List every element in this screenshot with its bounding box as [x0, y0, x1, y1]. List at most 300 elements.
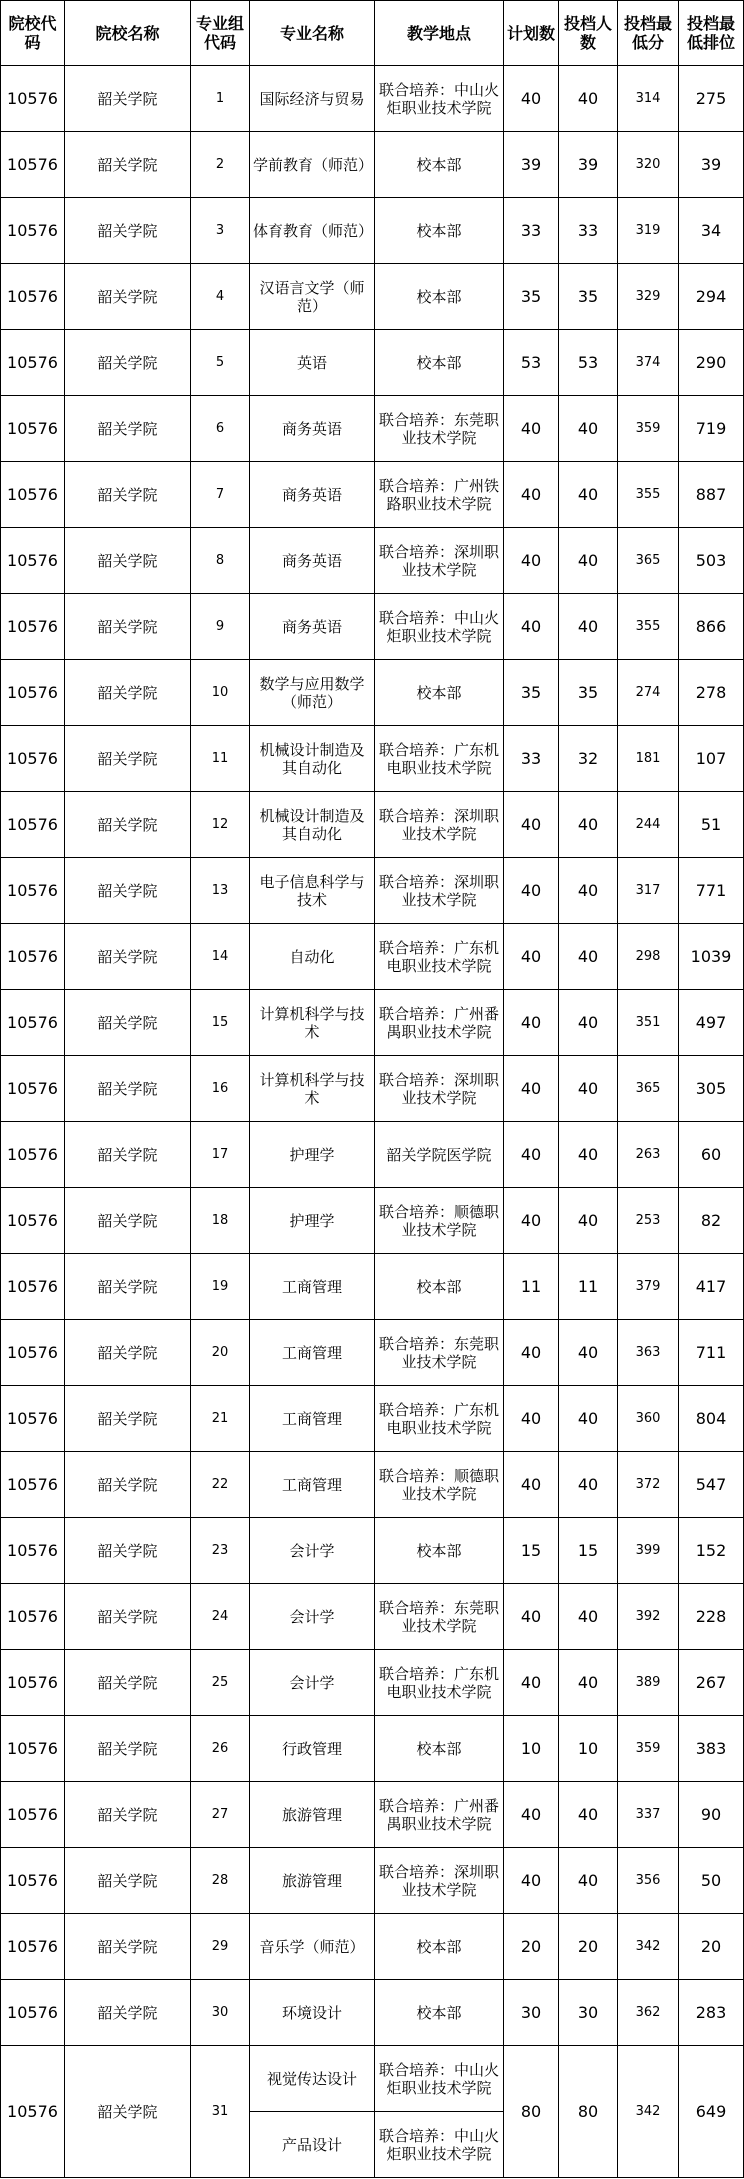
admitted-count-cell: 40 — [559, 528, 618, 594]
group-code-cell: 5 — [191, 330, 250, 396]
location-cell: 联合培养：广东机电职业技术学院 — [375, 1650, 504, 1716]
min-rank-cell: 107 — [679, 726, 744, 792]
plan-count-cell: 40 — [504, 792, 559, 858]
table-row — [1, 462, 744, 528]
location-cell: 联合培养：中山火炬职业技术学院 — [375, 594, 504, 660]
group-code-cell: 7 — [191, 462, 250, 528]
school-name-cell: 韶关学院 — [65, 1716, 191, 1782]
major-name-cell: 商务英语 — [250, 528, 375, 594]
location-cell: 联合培养：广东机电职业技术学院 — [375, 924, 504, 990]
min-score-cell: 374 — [618, 330, 679, 396]
group-code-cell: 28 — [191, 1848, 250, 1914]
school-name-cell: 韶关学院 — [65, 594, 191, 660]
table-row — [1, 660, 744, 726]
plan-count-cell: 40 — [504, 66, 559, 132]
school-code-cell: 10576 — [1, 990, 65, 1056]
header-group-code: 专业组代码 — [191, 1, 250, 66]
location-cell: 联合培养：广东机电职业技术学院 — [375, 726, 504, 792]
plan-count-cell: 33 — [504, 726, 559, 792]
table-row — [1, 1782, 744, 1848]
major-name-cell: 学前教育（师范） — [250, 132, 375, 198]
min-rank-cell: 82 — [679, 1188, 744, 1254]
admitted-count-cell: 11 — [559, 1254, 618, 1320]
plan-count-cell: 39 — [504, 132, 559, 198]
plan-count-cell: 40 — [504, 396, 559, 462]
major-name-cell: 会计学 — [250, 1518, 375, 1584]
admitted-count-cell: 40 — [559, 792, 618, 858]
group-code-cell: 19 — [191, 1254, 250, 1320]
admitted-count-cell: 40 — [559, 858, 618, 924]
major-name-cell: 计算机科学与技术 — [250, 990, 375, 1056]
plan-count-cell: 40 — [504, 1386, 559, 1452]
table-row — [1, 1914, 744, 1980]
table-row — [1, 1320, 744, 1386]
min-score-cell: 399 — [618, 1518, 679, 1584]
min-rank-cell: 417 — [679, 1254, 744, 1320]
school-name-cell: 韶关学院 — [65, 330, 191, 396]
location-cell: 联合培养：中山火炬职业技术学院 — [375, 2046, 504, 2112]
min-rank-cell: 497 — [679, 990, 744, 1056]
major-name-cell: 商务英语 — [250, 396, 375, 462]
table-row — [1, 1980, 744, 2046]
plan-count-cell: 53 — [504, 330, 559, 396]
min-rank-cell: 383 — [679, 1716, 744, 1782]
plan-count-cell: 40 — [504, 528, 559, 594]
admitted-count-cell: 40 — [559, 1650, 618, 1716]
school-name-cell: 韶关学院 — [65, 1650, 191, 1716]
location-cell: 联合培养：广州番禺职业技术学院 — [375, 990, 504, 1056]
major-name-cell: 工商管理 — [250, 1386, 375, 1452]
plan-count-cell: 35 — [504, 660, 559, 726]
school-code-cell: 10576 — [1, 1518, 65, 1584]
min-score-cell: 360 — [618, 1386, 679, 1452]
location-cell: 联合培养：深圳职业技术学院 — [375, 792, 504, 858]
plan-count-cell: 40 — [504, 1122, 559, 1188]
school-code-cell: 10576 — [1, 1056, 65, 1122]
major-name-cell: 旅游管理 — [250, 1848, 375, 1914]
group-code-cell: 12 — [191, 792, 250, 858]
major-name-cell: 数学与应用数学（师范） — [250, 660, 375, 726]
min-score-cell: 342 — [618, 2046, 679, 2178]
major-name-cell: 工商管理 — [250, 1452, 375, 1518]
admitted-count-cell: 40 — [559, 1452, 618, 1518]
admitted-count-cell: 40 — [559, 990, 618, 1056]
plan-count-cell: 40 — [504, 1452, 559, 1518]
table-row — [1, 198, 744, 264]
school-name-cell: 韶关学院 — [65, 1782, 191, 1848]
school-name-cell: 韶关学院 — [65, 1254, 191, 1320]
min-rank-cell: 60 — [679, 1122, 744, 1188]
table-row — [1, 1188, 744, 1254]
min-score-cell: 337 — [618, 1782, 679, 1848]
min-score-cell: 317 — [618, 858, 679, 924]
school-code-cell: 10576 — [1, 1386, 65, 1452]
min-rank-cell: 290 — [679, 330, 744, 396]
school-name-cell: 韶关学院 — [65, 1122, 191, 1188]
school-code-cell: 10576 — [1, 660, 65, 726]
header-min-rank: 投档最低排位 — [679, 1, 744, 66]
header-school-name: 院校名称 — [65, 1, 191, 66]
location-cell: 联合培养：东莞职业技术学院 — [375, 1320, 504, 1386]
major-name-cell: 工商管理 — [250, 1320, 375, 1386]
major-name-cell: 护理学 — [250, 1122, 375, 1188]
plan-count-cell: 40 — [504, 1056, 559, 1122]
group-code-cell: 4 — [191, 264, 250, 330]
school-code-cell: 10576 — [1, 1320, 65, 1386]
school-name-cell: 韶关学院 — [65, 1452, 191, 1518]
admitted-count-cell: 40 — [559, 462, 618, 528]
plan-count-cell: 40 — [504, 924, 559, 990]
admitted-count-cell: 40 — [559, 924, 618, 990]
admitted-count-cell: 30 — [559, 1980, 618, 2046]
group-code-cell: 23 — [191, 1518, 250, 1584]
admitted-count-cell: 33 — [559, 198, 618, 264]
location-cell: 联合培养：东莞职业技术学院 — [375, 396, 504, 462]
min-score-cell: 362 — [618, 1980, 679, 2046]
group-code-cell: 22 — [191, 1452, 250, 1518]
school-name-cell: 韶关学院 — [65, 1320, 191, 1386]
admitted-count-cell: 80 — [559, 2046, 618, 2178]
school-name-cell: 韶关学院 — [65, 132, 191, 198]
major-name-cell: 国际经济与贸易 — [250, 66, 375, 132]
plan-count-cell: 35 — [504, 264, 559, 330]
min-score-cell: 181 — [618, 726, 679, 792]
school-name-cell: 韶关学院 — [65, 990, 191, 1056]
school-name-cell: 韶关学院 — [65, 726, 191, 792]
min-rank-cell: 278 — [679, 660, 744, 726]
min-rank-cell: 649 — [679, 2046, 744, 2178]
min-score-cell: 363 — [618, 1320, 679, 1386]
group-code-cell: 20 — [191, 1320, 250, 1386]
min-score-cell: 298 — [618, 924, 679, 990]
min-score-cell: 274 — [618, 660, 679, 726]
min-score-cell: 351 — [618, 990, 679, 1056]
school-code-cell: 10576 — [1, 66, 65, 132]
major-name-cell: 会计学 — [250, 1584, 375, 1650]
group-code-cell: 13 — [191, 858, 250, 924]
min-score-cell: 379 — [618, 1254, 679, 1320]
group-code-cell: 18 — [191, 1188, 250, 1254]
school-name-cell: 韶关学院 — [65, 198, 191, 264]
school-code-cell: 10576 — [1, 330, 65, 396]
location-cell: 校本部 — [375, 1914, 504, 1980]
table-row — [1, 66, 744, 132]
school-code-cell: 10576 — [1, 1848, 65, 1914]
min-rank-cell: 228 — [679, 1584, 744, 1650]
plan-count-cell: 10 — [504, 1716, 559, 1782]
table-row — [1, 1848, 744, 1914]
school-code-cell: 10576 — [1, 1650, 65, 1716]
school-code-cell: 10576 — [1, 198, 65, 264]
table-row — [1, 792, 744, 858]
min-score-cell: 359 — [618, 1716, 679, 1782]
admitted-count-cell: 20 — [559, 1914, 618, 1980]
school-name-cell: 韶关学院 — [65, 1386, 191, 1452]
table-row — [1, 1254, 744, 1320]
school-name-cell: 韶关学院 — [65, 1980, 191, 2046]
admitted-count-cell: 40 — [559, 1848, 618, 1914]
location-cell: 校本部 — [375, 1980, 504, 2046]
location-cell: 联合培养：广州番禺职业技术学院 — [375, 1782, 504, 1848]
header-admitted: 投档人数 — [559, 1, 618, 66]
min-score-cell: 392 — [618, 1584, 679, 1650]
group-code-cell: 11 — [191, 726, 250, 792]
major-name-cell: 计算机科学与技术 — [250, 1056, 375, 1122]
location-cell: 校本部 — [375, 1518, 504, 1584]
admitted-count-cell: 40 — [559, 66, 618, 132]
major-name-cell: 商务英语 — [250, 594, 375, 660]
location-cell: 联合培养：中山火炬职业技术学院 — [375, 66, 504, 132]
min-score-cell: 253 — [618, 1188, 679, 1254]
school-name-cell: 韶关学院 — [65, 528, 191, 594]
min-rank-cell: 90 — [679, 1782, 744, 1848]
plan-count-cell: 40 — [504, 1650, 559, 1716]
table-row — [1, 1716, 744, 1782]
school-name-cell: 韶关学院 — [65, 1056, 191, 1122]
school-name-cell: 韶关学院 — [65, 1914, 191, 1980]
admitted-count-cell: 40 — [559, 1122, 618, 1188]
admitted-count-cell: 40 — [559, 1320, 618, 1386]
group-code-cell: 2 — [191, 132, 250, 198]
school-code-cell: 10576 — [1, 132, 65, 198]
min-rank-cell: 503 — [679, 528, 744, 594]
school-name-cell: 韶关学院 — [65, 462, 191, 528]
min-rank-cell: 547 — [679, 1452, 744, 1518]
min-score-cell: 356 — [618, 1848, 679, 1914]
group-code-cell: 24 — [191, 1584, 250, 1650]
group-code-cell: 6 — [191, 396, 250, 462]
plan-count-cell: 40 — [504, 1782, 559, 1848]
school-code-cell: 10576 — [1, 1716, 65, 1782]
major-name-cell: 产品设计 — [250, 2112, 375, 2178]
table-row — [1, 1518, 744, 1584]
min-rank-cell: 283 — [679, 1980, 744, 2046]
plan-count-cell: 40 — [504, 990, 559, 1056]
major-name-cell: 英语 — [250, 330, 375, 396]
min-rank-cell: 711 — [679, 1320, 744, 1386]
plan-count-cell: 40 — [504, 1584, 559, 1650]
school-code-cell: 10576 — [1, 1782, 65, 1848]
min-rank-cell: 804 — [679, 1386, 744, 1452]
school-name-cell: 韶关学院 — [65, 1188, 191, 1254]
table-row — [1, 1386, 744, 1452]
min-score-cell: 372 — [618, 1452, 679, 1518]
major-name-cell: 旅游管理 — [250, 1782, 375, 1848]
table-row — [1, 990, 744, 1056]
location-cell: 校本部 — [375, 330, 504, 396]
school-name-cell: 韶关学院 — [65, 924, 191, 990]
table-row — [1, 132, 744, 198]
admitted-count-cell: 40 — [559, 1584, 618, 1650]
major-name-cell: 汉语言文学（师范） — [250, 264, 375, 330]
location-cell: 联合培养：东莞职业技术学院 — [375, 1584, 504, 1650]
min-score-cell: 355 — [618, 462, 679, 528]
group-code-cell: 26 — [191, 1716, 250, 1782]
min-score-cell: 359 — [618, 396, 679, 462]
major-name-cell: 护理学 — [250, 1188, 375, 1254]
plan-count-cell: 40 — [504, 594, 559, 660]
min-rank-cell: 39 — [679, 132, 744, 198]
location-cell: 联合培养：顺德职业技术学院 — [375, 1452, 504, 1518]
location-cell: 校本部 — [375, 1716, 504, 1782]
min-rank-cell: 719 — [679, 396, 744, 462]
school-name-cell: 韶关学院 — [65, 1848, 191, 1914]
table-row — [1, 858, 744, 924]
group-code-cell: 25 — [191, 1650, 250, 1716]
group-code-cell: 10 — [191, 660, 250, 726]
plan-count-cell: 80 — [504, 2046, 559, 2178]
location-cell: 联合培养：广东机电职业技术学院 — [375, 1386, 504, 1452]
school-code-cell: 10576 — [1, 594, 65, 660]
plan-count-cell: 40 — [504, 1848, 559, 1914]
min-score-cell: 389 — [618, 1650, 679, 1716]
major-name-cell: 视觉传达设计 — [250, 2046, 375, 2112]
min-rank-cell: 20 — [679, 1914, 744, 1980]
min-rank-cell: 152 — [679, 1518, 744, 1584]
admitted-count-cell: 35 — [559, 264, 618, 330]
min-score-cell: 342 — [618, 1914, 679, 1980]
header-major-name: 专业名称 — [250, 1, 375, 66]
major-name-cell: 工商管理 — [250, 1254, 375, 1320]
school-name-cell: 韶关学院 — [65, 858, 191, 924]
min-rank-cell: 771 — [679, 858, 744, 924]
min-rank-cell: 866 — [679, 594, 744, 660]
school-code-cell: 10576 — [1, 528, 65, 594]
min-rank-cell: 51 — [679, 792, 744, 858]
plan-count-cell: 33 — [504, 198, 559, 264]
school-name-cell: 韶关学院 — [65, 1584, 191, 1650]
min-rank-cell: 34 — [679, 198, 744, 264]
major-name-cell: 机械设计制造及其自动化 — [250, 792, 375, 858]
location-cell: 校本部 — [375, 660, 504, 726]
group-code-cell: 3 — [191, 198, 250, 264]
major-name-cell: 机械设计制造及其自动化 — [250, 726, 375, 792]
school-code-cell: 10576 — [1, 1188, 65, 1254]
school-code-cell: 10576 — [1, 1584, 65, 1650]
table-row — [1, 1056, 744, 1122]
major-name-cell: 环境设计 — [250, 1980, 375, 2046]
admitted-count-cell: 53 — [559, 330, 618, 396]
group-code-cell: 31 — [191, 2046, 250, 2178]
group-code-cell: 30 — [191, 1980, 250, 2046]
school-name-cell: 韶关学院 — [65, 660, 191, 726]
plan-count-cell: 20 — [504, 1914, 559, 1980]
header-row — [1, 1, 744, 66]
group-code-cell: 27 — [191, 1782, 250, 1848]
min-score-cell: 329 — [618, 264, 679, 330]
location-cell: 联合培养：深圳职业技术学院 — [375, 528, 504, 594]
admitted-count-cell: 35 — [559, 660, 618, 726]
group-code-cell: 29 — [191, 1914, 250, 1980]
major-name-cell: 音乐学（师范） — [250, 1914, 375, 1980]
admitted-count-cell: 40 — [559, 396, 618, 462]
header-plan: 计划数 — [504, 1, 559, 66]
location-cell: 联合培养：顺德职业技术学院 — [375, 1188, 504, 1254]
location-cell: 校本部 — [375, 264, 504, 330]
school-code-cell: 10576 — [1, 1980, 65, 2046]
admitted-count-cell: 39 — [559, 132, 618, 198]
school-code-cell: 10576 — [1, 396, 65, 462]
school-name-cell: 韶关学院 — [65, 66, 191, 132]
school-code-cell: 10576 — [1, 1122, 65, 1188]
table-row — [1, 1122, 744, 1188]
min-score-cell: 263 — [618, 1122, 679, 1188]
header-min-score: 投档最低分 — [618, 1, 679, 66]
min-rank-cell: 1039 — [679, 924, 744, 990]
school-code-cell: 10576 — [1, 792, 65, 858]
table-row — [1, 726, 744, 792]
location-cell: 校本部 — [375, 198, 504, 264]
table-row — [1, 330, 744, 396]
school-code-cell: 10576 — [1, 1452, 65, 1518]
header-location: 教学地点 — [375, 1, 504, 66]
table-row — [1, 2046, 744, 2112]
school-name-cell: 韶关学院 — [65, 396, 191, 462]
min-score-cell: 365 — [618, 1056, 679, 1122]
major-name-cell: 自动化 — [250, 924, 375, 990]
group-code-cell: 14 — [191, 924, 250, 990]
location-cell: 联合培养：广州铁路职业技术学院 — [375, 462, 504, 528]
school-code-cell: 10576 — [1, 726, 65, 792]
school-name-cell: 韶关学院 — [65, 264, 191, 330]
group-code-cell: 17 — [191, 1122, 250, 1188]
plan-count-cell: 15 — [504, 1518, 559, 1584]
admitted-count-cell: 32 — [559, 726, 618, 792]
min-rank-cell: 275 — [679, 66, 744, 132]
admitted-count-cell: 15 — [559, 1518, 618, 1584]
major-name-cell: 电子信息科学与技术 — [250, 858, 375, 924]
location-cell: 联合培养：深圳职业技术学院 — [375, 858, 504, 924]
group-code-cell: 21 — [191, 1386, 250, 1452]
school-code-cell: 10576 — [1, 924, 65, 990]
plan-count-cell: 40 — [504, 1188, 559, 1254]
min-score-cell: 320 — [618, 132, 679, 198]
school-code-cell: 10576 — [1, 2046, 65, 2178]
min-score-cell: 355 — [618, 594, 679, 660]
plan-count-cell: 40 — [504, 462, 559, 528]
table-row — [1, 1650, 744, 1716]
plan-count-cell: 40 — [504, 858, 559, 924]
plan-count-cell: 11 — [504, 1254, 559, 1320]
major-name-cell: 体育教育（师范） — [250, 198, 375, 264]
location-cell: 韶关学院医学院 — [375, 1122, 504, 1188]
school-code-cell: 10576 — [1, 462, 65, 528]
school-code-cell: 10576 — [1, 1254, 65, 1320]
table-row — [1, 924, 744, 990]
min-score-cell: 319 — [618, 198, 679, 264]
group-code-cell: 8 — [191, 528, 250, 594]
school-name-cell: 韶关学院 — [65, 2046, 191, 2178]
min-score-cell: 365 — [618, 528, 679, 594]
school-code-cell: 10576 — [1, 858, 65, 924]
table-row — [1, 1452, 744, 1518]
admitted-count-cell: 40 — [559, 1386, 618, 1452]
location-cell: 校本部 — [375, 132, 504, 198]
plan-count-cell: 40 — [504, 1320, 559, 1386]
location-cell: 联合培养：深圳职业技术学院 — [375, 1848, 504, 1914]
admitted-count-cell: 40 — [559, 1188, 618, 1254]
school-code-cell: 10576 — [1, 264, 65, 330]
min-score-cell: 244 — [618, 792, 679, 858]
major-name-cell: 行政管理 — [250, 1716, 375, 1782]
admitted-count-cell: 10 — [559, 1716, 618, 1782]
table-row — [1, 264, 744, 330]
table-row — [1, 594, 744, 660]
table-row — [1, 396, 744, 462]
min-rank-cell: 50 — [679, 1848, 744, 1914]
table-row — [1, 1584, 744, 1650]
major-name-cell: 会计学 — [250, 1650, 375, 1716]
